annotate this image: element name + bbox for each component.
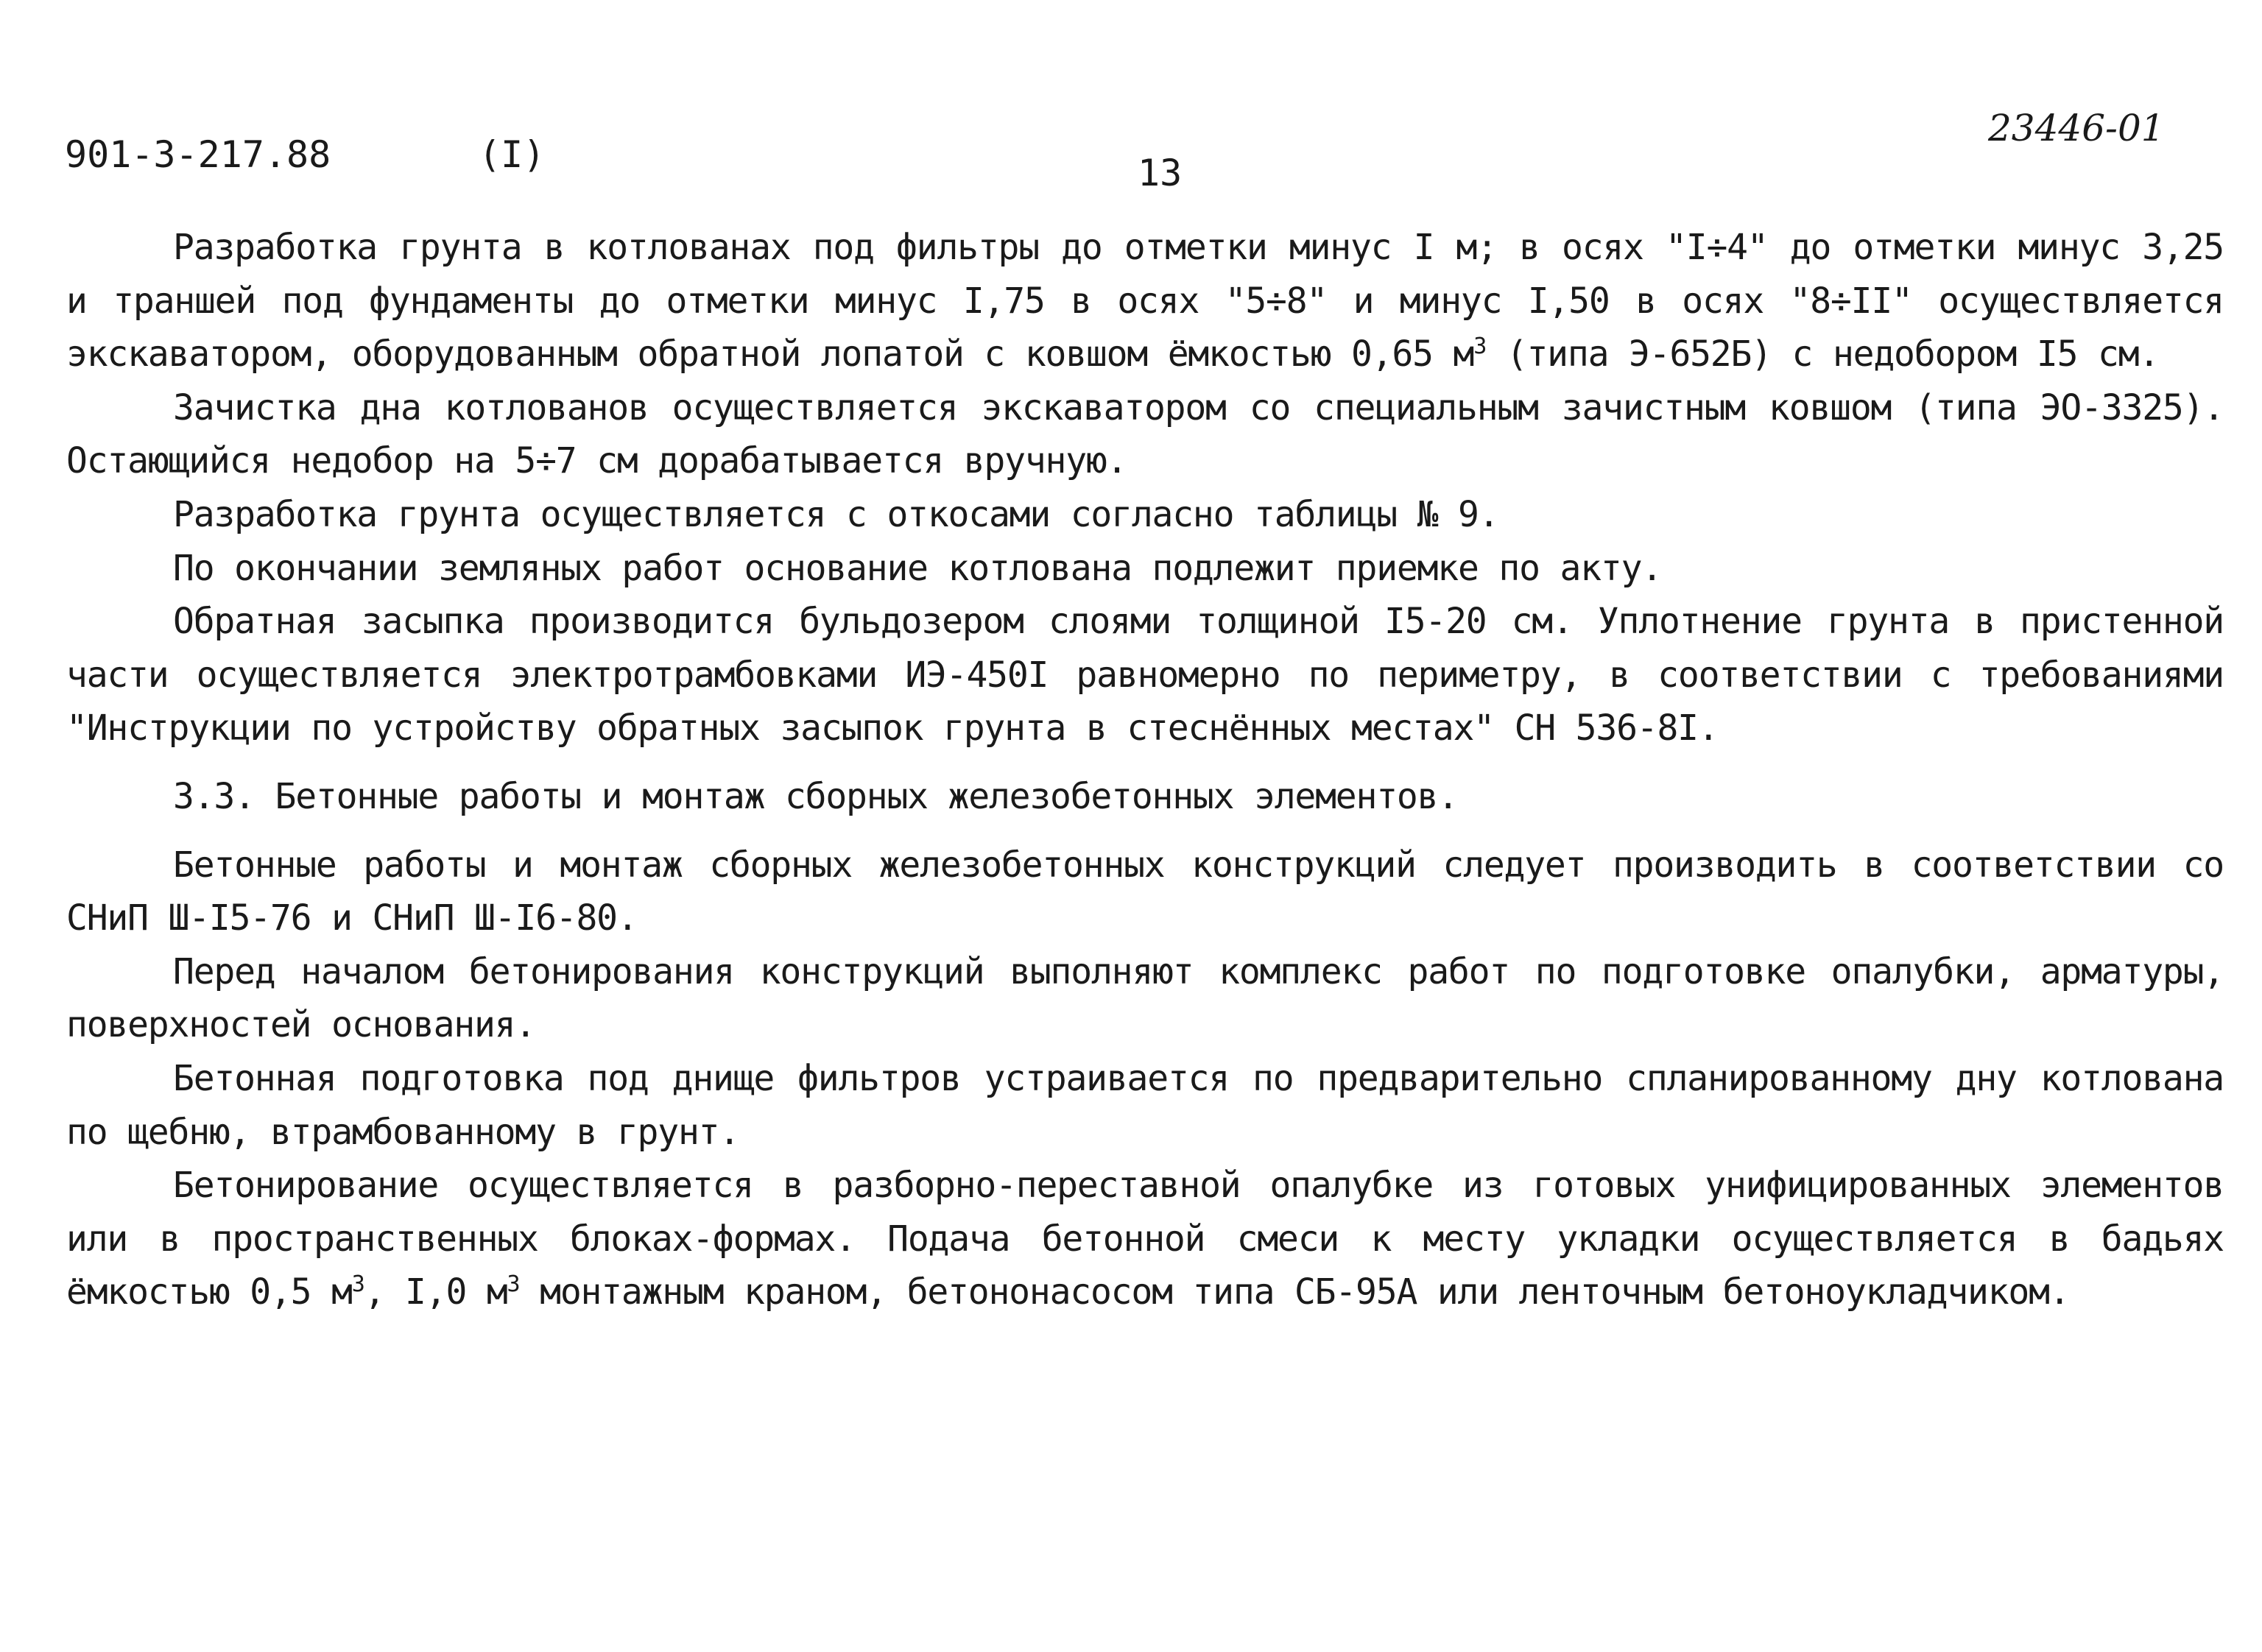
paragraph-slopes: Разработка грунта осуществляется с откосами согласно таблицы № 9. bbox=[173, 493, 1499, 535]
paragraph-excavation: Разработка грунта в котлованах под фильтры до отметки минус I м; в осях "I÷4" до отметки минус 3,25 и траншей под фундаменты до отметки минус I,75 в осях "5÷8" и минус I,50 в осях "8÷II" осуществляется экскаватором, оборудованным обратной лопатой с ковшом ёмкостью 0,65 $м^3$ (типа Э-652Б) с недобором I5 см. bbox=[66, 227, 2224, 375]
paragraph-concreting: Бетонирование осуществляется в разборно-переставной опалубке из готовых унифицированных элементов или в пространственных блоках-формах. Подача бетонной смеси к месту укладки осуществляется в бадьях ёмкостью 0,5 $м^3$, I,0 $м^3$ монтажным краном, бетононасосом типа СБ-95А или ленточным бетоноукладчиком. bbox=[66, 1165, 2224, 1313]
section-heading: 3.3. Бетонные работы и монтаж сборных железобетонных элементов. bbox=[173, 775, 1459, 817]
paragraph-acceptance: По окончании земляных работ основание котлована подлежит приемке по акту. bbox=[173, 547, 1662, 589]
document-body bbox=[66, 221, 2224, 1319]
part-number: (I) bbox=[479, 133, 546, 176]
page-number: 13 bbox=[1138, 152, 1183, 194]
archive-number: 23446-01 bbox=[1988, 107, 2165, 149]
paragraph-backfill: Обратная засыпка производится бульдозером слоями толщиной I5-20 см. Уплотнение грунта в пристенной части осуществляется электротрамбовками ИЭ-450I равномерно по периметру, в соответствии с требованиями "Инструкции по устройству обратных засыпок грунта в стеснённых местах" СН 536-8I. bbox=[66, 601, 2224, 749]
paragraph-base-preparation: Бетонная подготовка под днище фильтров устраивается по предварительно спланированному дну котлована по щебню, втрамбованному в грунт. bbox=[66, 1057, 2224, 1153]
paragraph-cleaning: Зачистка дна котлованов осуществляется экскаватором со специальным зачистным ковшом (типа ЭО-3325). Остающийся недобор на 5÷7 см дорабатывается вручную. bbox=[66, 386, 2224, 482]
paragraph-preparation: Перед началом бетонирования конструкций выполняют комплекс работ по подготовке опалубки, арматуры, поверхностей основания. bbox=[66, 950, 2224, 1046]
paragraph-concrete-works: Бетонные работы и монтаж сборных железобетонных конструкций следует производить в соответствии со СНиП Ш-I5-76 и СНиП Ш-I6-80. bbox=[66, 844, 2224, 939]
document-code: 901-3-217.88 bbox=[65, 133, 331, 176]
